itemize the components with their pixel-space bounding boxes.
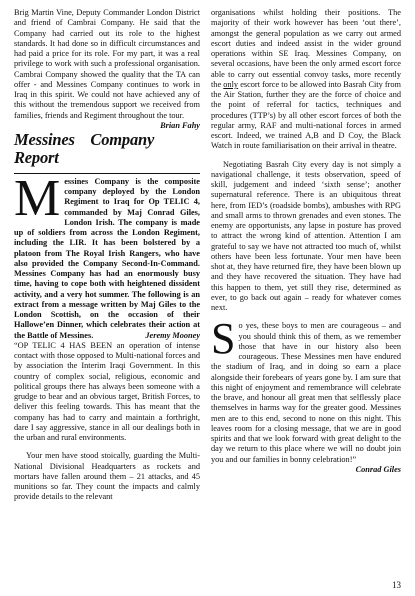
signature-jeremy-mooney: Jeremy Mooney <box>145 330 200 340</box>
right-paragraph-3 <box>211 314 401 474</box>
right-column <box>211 8 401 475</box>
right-paragraph-2: Negotiating Basrah City every day is not simply a navigational challenge, it tests observation, speed of skill, judgement and indeed ‘sixth sense’; another supernatural reference. There is an ubiquitous threat here, from IED’s (roadside bombs), ambushes with RPG and small arms to thrown grenades and even stones. The enemy are opportunists, any lapse in posture has proved to attract the wrong kind of attention. Attention I am grateful to say we have not attracted too much of, whilst others have been less fortunate. Your men have been shot at, they have returned fire, they have been blown up and they have recovered the situation. They have had this happen to them, yet still they rise, determined as ever, to go back out again – ready for whatever comes next. <box>211 159 401 312</box>
fahy-paragraph <box>14 8 200 130</box>
left-column <box>14 8 200 503</box>
signature-brian-fahy: Brian Fahy <box>160 120 200 130</box>
right-paragraph-1-b: escort force to be allowed into Basrah City from the Air Station, further they are the force of choice and the point of referral for tactics, techniques and procedures (TTP’s) by all other escort forces of both the regular army, RAF and multi-national forces in armed escort. Indeed, we trained A,B and D Coy, the Black Watch in route familiarisation on their arrival in theatre. <box>211 79 402 151</box>
drop-cap-m: M <box>14 169 61 227</box>
intro-paragraph <box>14 169 200 341</box>
page-number: 13 <box>392 580 401 590</box>
right-paragraph-3-text: o yes, these boys to men are courageous – and you should think this of them, as we remember those that have in our history also been courageous. These Messines men have endured the stadium of Iraq, and in doing so earn a place alongside their forebears of years gone by. I am sure that this night of enjoyment and remembrance will celebrate the brave, and honour all great men that selflessly place themselves in harms way for the greater good. Messines men are to this end, second to none on this night. This leaves room for a closing message, that we are in good spirits and that we look forward with great delight to the day we return to this place where we will no doubt join you and our families in bonny celebration!” <box>211 321 401 464</box>
intro-text: essines Company is the composite company deployed by the London Regiment to Iraq for Op TELIC 4, commanded by Maj Conrad Giles, London Irish. The company is made up of soldiers from across the London Regiment, including the LIR. It has been bolstered by a platoon from The Royal Irish Rangers, who have also provided the Company Second-In-Command. Messines Company has had an enormously busy time, having to cope both with heightened dissident activity, and a very hot summer. The following is an extract from a message written by Maj Giles to the London Scottish, on the occasion of their Hallowe’en Dinner, which celebrates their action at the Battle of Messines. <box>14 176 200 340</box>
drop-cap-s: S <box>211 314 236 364</box>
fahy-paragraph-text: Brig Martin Vine, Deputy Commander London District and friend of Cambrai Company. He said that the Company had carried out its role to the highest standards. It had done so in difficult circumstances and had paid a price for its role. For my part, it was a real privilege to work with such a professional organisation. Cambrai Company showed the quality that the TA can offer - and Messines Company continues to work in Iraq in this spirit. We could not have achieved any of this without the tremendous support we received from families, friends and Regiment throughout the tour. <box>14 8 200 120</box>
article-title: Messines Company Report <box>14 131 200 174</box>
letter-paragraph-2: Your men have stood stoically, guarding the Multi-National Divisional Headquarters as rockets and mortars have fallen around them – 21 attacks, and 45 munitions so far. They count the impacts and calmly provide details to the relevant <box>14 451 200 502</box>
letter-paragraph-1: “OP TELIC 4 HAS BEEN an operation of intense contact with those opposed to Multi-national forces and by association the Interim Iraqi Government. In this country of complex social, religious, economic and political groups there has always been someone with a grudge to bear and an obvious target, British Forces, to deliver this feeling towards. This has meant that the company has had to carry and maintain a forthright, dare I say aggressive, stance in all our dealings both in the urban and rural environments. <box>14 340 200 442</box>
signature-conrad-giles: Conrad Giles <box>355 464 401 474</box>
underlined-only: only <box>223 79 239 89</box>
right-paragraph-1-a: organisations whilst holding their positions. The majority of their work however has been ‘out there’, amongst the general population as we carry out armed escort duties and indeed assist in the wider ground operations within SE Iraq. Messines Company, on several occasions, have been the only armed escort force able to carry out essential convoy tasks, more recently the <box>211 8 401 89</box>
right-paragraph-1 <box>211 8 401 152</box>
